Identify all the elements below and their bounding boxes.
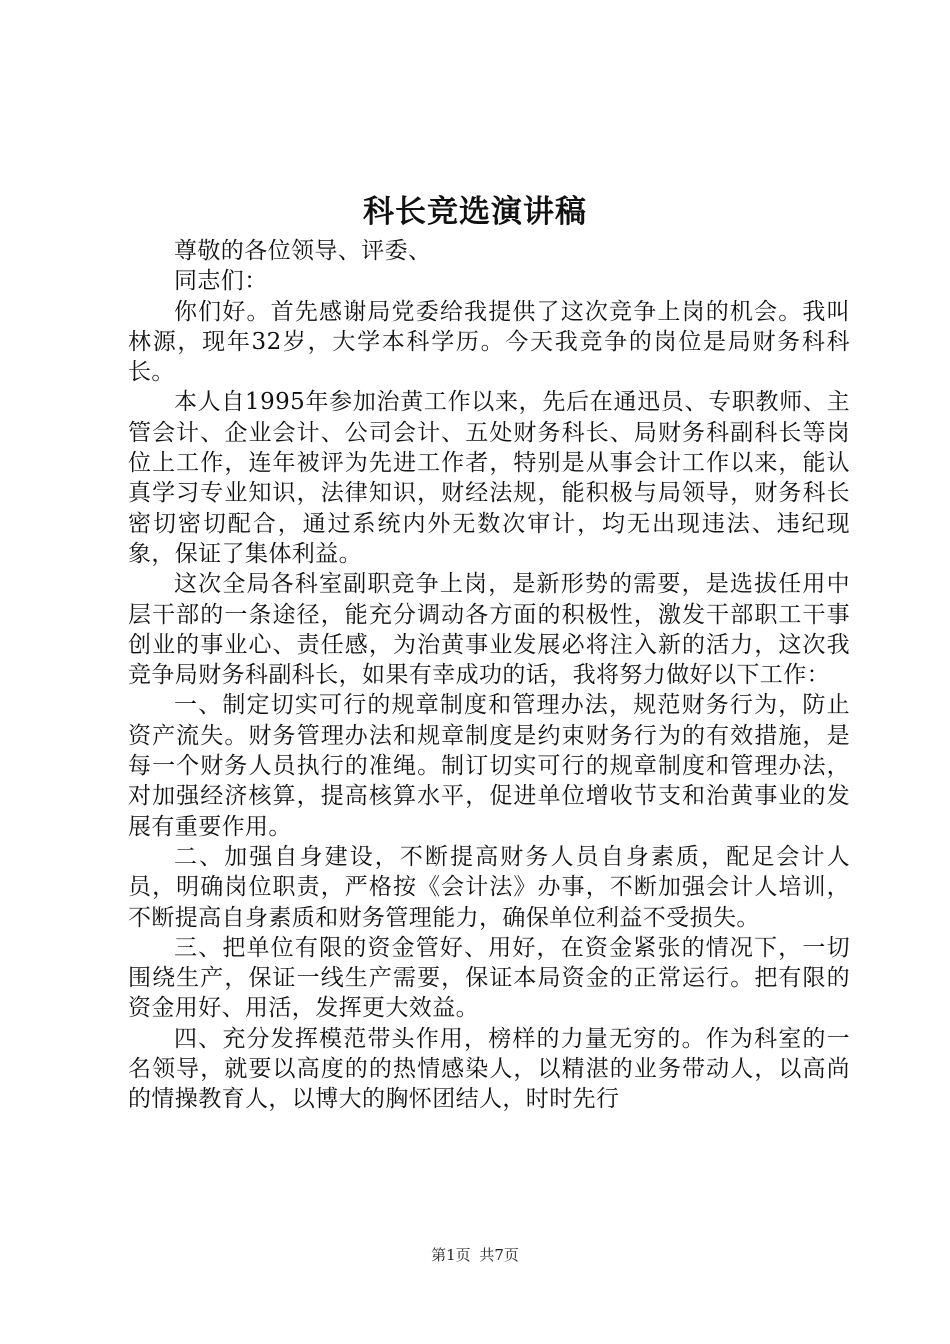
salutation-line-2: 同志们： [174,268,268,295]
paragraph-introduction: 你们好。首先感谢局党委给我提供了这次竞争上岗的机会。我叫林源，现年32岁，大学本科学历。今天我竞争的岗位是局财务科科长。 [128,298,850,386]
paragraph-point-1: 一、制定切实可行的规章制度和管理办法，规范财务行为，防止资产流失。财务管理办法和规章制度是约束财务行为的有效措施，是每一个财务人员执行的准绳。制订切实可行的规章制度和管理办法，对加强经济核算，提高核算水平，促进单位增收节支和治黄事业的发展有重要作用。 [128,692,850,840]
paragraph-point-2: 二、加强自身建设，不断提高财务人员自身素质，配足会计人员，明确岗位职责，严格按《会计法》办事，不断加强会计人培训，不断提高自身素质和财务管理能力，确保单位利益不受损失。 [128,843,850,931]
paragraph-background: 本人自1995年参加治黄工作以来，先后在通迅员、专职教师、主管会计、企业会计、公司会计、五处财务科长、局财务科副科长等岗位上工作，连年被评为先进工作者，特别是从事会计工作以来，能认真学习专业知识，法律知识，财经法规，能积极与局领导，财务科长密切密切配合，通过系统内外无数次审计，均无出现违法、违纪现象，保证了集体利益。 [128,389,850,567]
paragraph-motivation: 这次全局各科室副职竞争上岗，是新形势的需要，是选拔任用中层干部的一条途径，能充分调动各方面的积极性，激发干部职工干事创业的事业心、责任感，为治黄事业发展必将注入新的活力，这次我竞争局财务科副科长，如果有幸成功的话，我将努力做好以下工作： [128,571,850,689]
salutation-line-1: 尊敬的各位领导、评委、 [174,238,432,264]
page-footer [0,1244,950,1265]
paragraph-point-3: 三、把单位有限的资金管好、用好，在资金紧张的情况下，一切围绕生产，保证一线生产需要，保证本局资金的正常运行。把有限的资金用好、用活，发挥更大效益。 [128,934,850,1022]
document-body [128,236,850,1115]
page-total: 共7页 [479,1246,519,1264]
document-title: 科长竞选演讲稿 [363,194,587,230]
page-number: 第1页 [431,1246,471,1264]
paragraph-point-4: 四、充分发挥模范带头作用，榜样的力量无穷的。作为科室的一名领导，就要以高度的的热情感染人，以精湛的业务带动人，以高尚的情操教育人，以博大的胸怀团结人，时时先行 [128,1025,850,1113]
